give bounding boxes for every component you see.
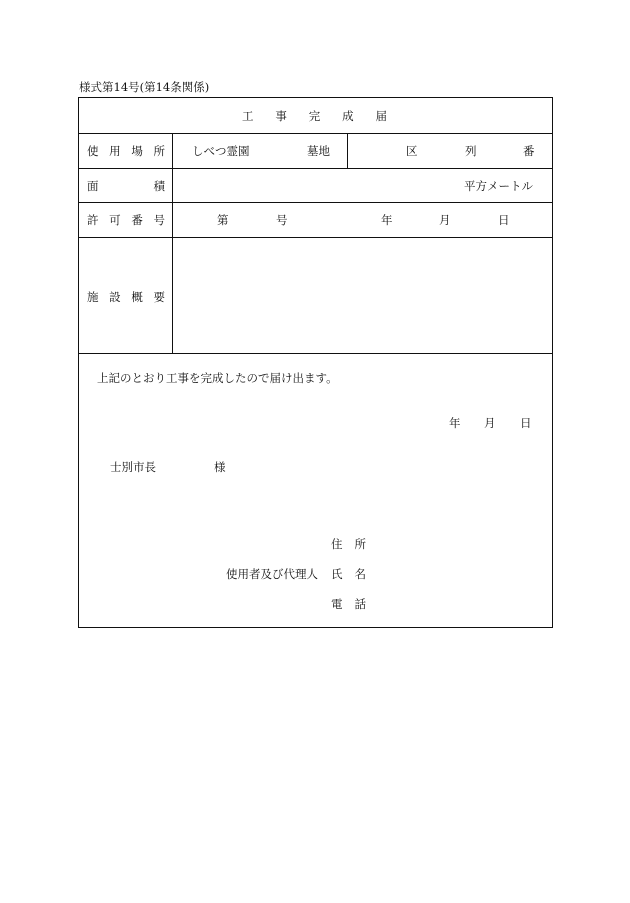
cemetery-name: しべつ霊園 [192,144,250,158]
area-label [87,179,165,193]
label-char: 氏 [331,567,343,581]
row-divider [79,202,552,203]
label-char: 電 [331,597,343,611]
declaration-year: 年 [449,416,461,430]
usage-place-label [87,144,165,158]
permit-go: 号 [276,213,288,227]
label-char: 号 [153,213,165,227]
label-char: 所 [153,144,165,158]
permit-day: 日 [498,213,510,227]
label-char: 名 [354,567,366,581]
label-char: 場 [131,144,143,158]
row-divider [79,353,552,354]
label-char: 施 [87,290,99,304]
form-number: 様式第14号(第14条関係) [79,80,210,94]
label-char: 番 [131,213,143,227]
applicant-label: 使用者及び代理人 [226,567,318,581]
address-label [331,537,366,551]
phone-label [331,597,366,611]
declaration-day: 日 [520,416,532,430]
addressee: 士別市長 [110,460,156,474]
retsu-label: 列 [465,144,477,158]
label-char: 可 [109,213,121,227]
honorific: 様 [214,460,226,474]
label-char: 概 [131,290,143,304]
label-char: 使 [87,144,99,158]
declaration-month: 月 [484,416,496,430]
facility-overview-label [87,290,165,304]
label-char: 積 [153,179,165,193]
label-char: 住 [331,537,343,551]
ban-label: 番 [523,144,535,158]
label-column-divider [172,133,173,353]
label-char: 話 [354,597,366,611]
cell-divider [347,133,348,168]
title-char: 完 [308,109,321,123]
permit-number-label [87,213,165,227]
label-char: 用 [109,144,121,158]
permit-month: 月 [439,213,451,227]
name-label [331,567,366,581]
form-title [242,109,387,123]
permit-year: 年 [381,213,393,227]
label-char: 要 [153,290,165,304]
ku-label: 区 [406,144,418,158]
tomb-label: 墓地 [307,144,330,158]
row-divider [79,168,552,169]
row-divider [79,133,552,134]
title-char: 工 [242,109,254,123]
label-char: 設 [109,290,121,304]
area-unit: 平方メートル [464,179,533,193]
declaration-text: 上記のとおり工事を完成したので届け出ます。 [97,371,338,385]
title-char: 届 [375,109,387,123]
permit-dai: 第 [217,213,229,227]
completion-report-form [78,97,553,628]
label-char: 許 [87,213,99,227]
row-divider [79,237,552,238]
title-char: 事 [275,109,287,123]
title-char: 成 [342,109,354,123]
label-char: 所 [354,537,366,551]
label-char: 面 [87,179,99,193]
